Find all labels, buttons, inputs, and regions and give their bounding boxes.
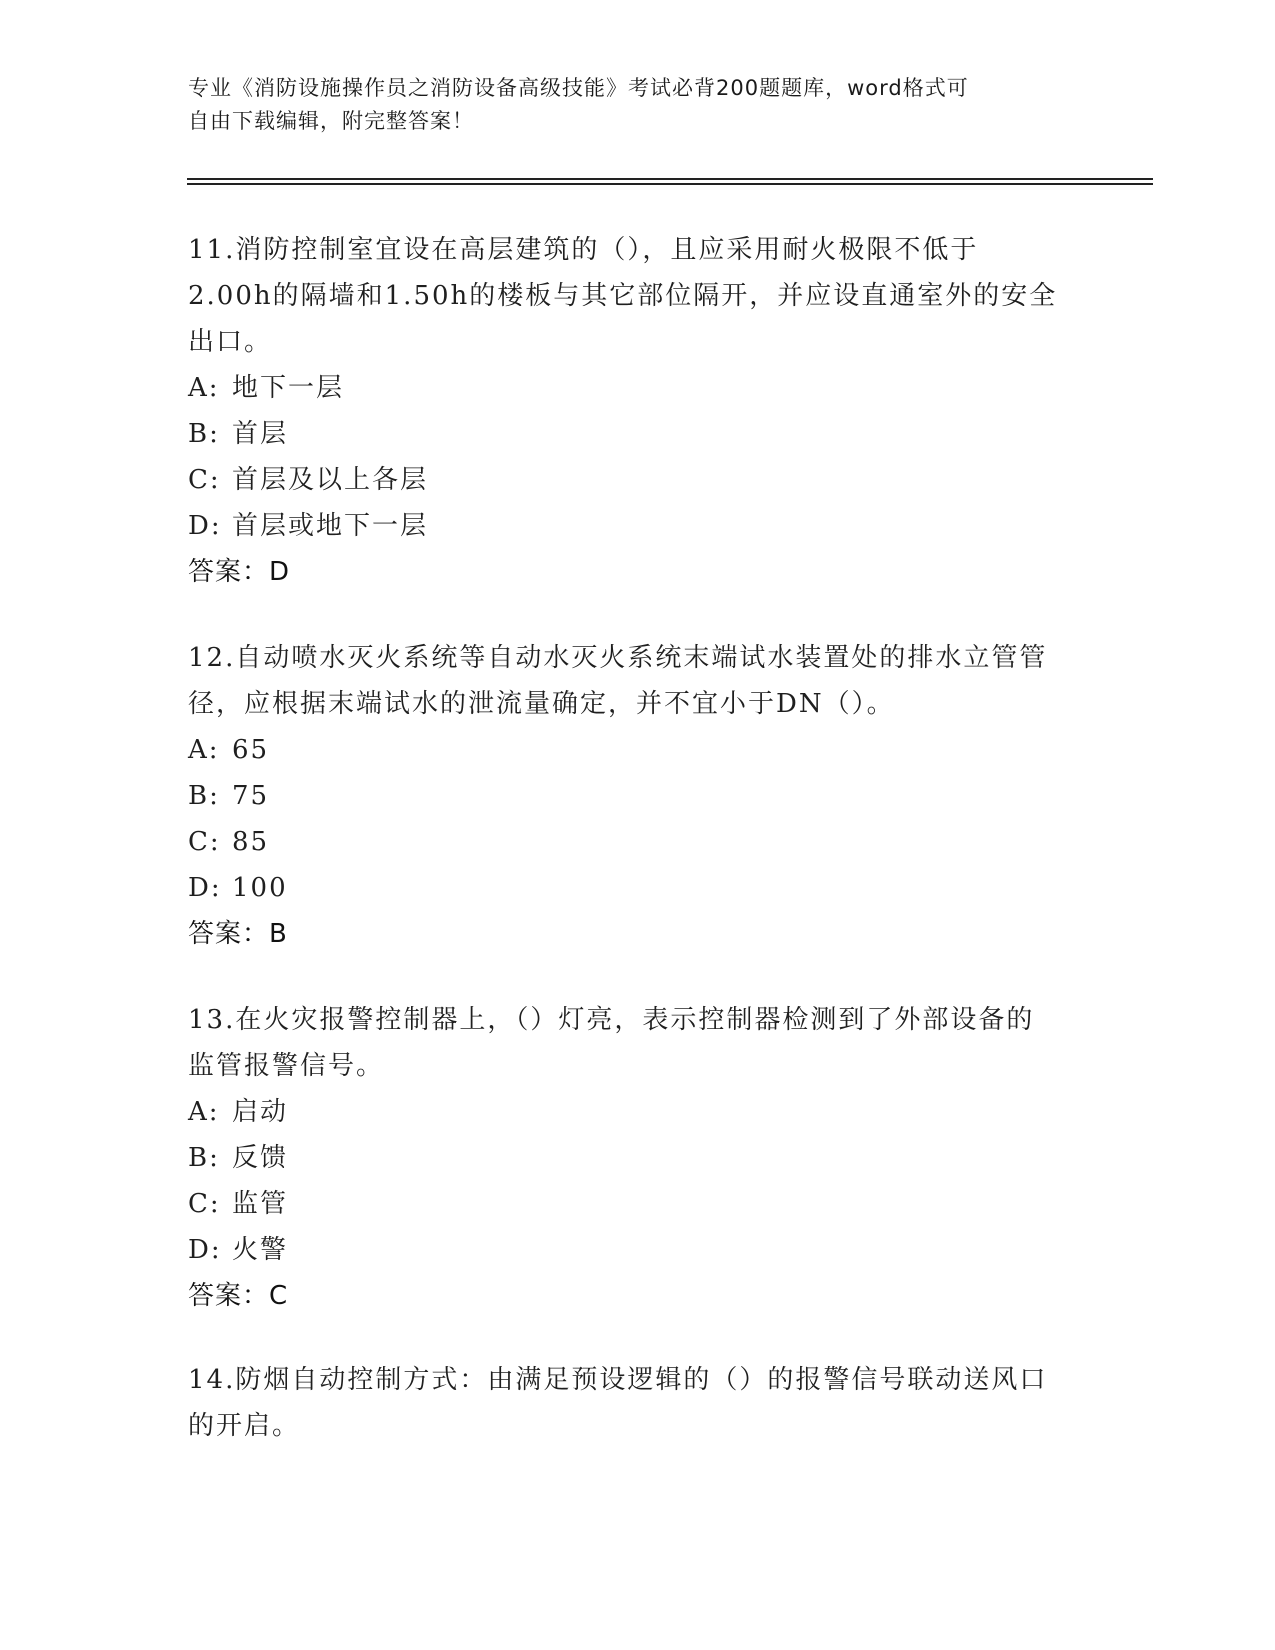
option-value: 首层 — [232, 419, 289, 449]
question-text-line: 径，应根据末端试水的泄流量确定，并不宜小于DN（）。 — [188, 689, 895, 719]
option-value: 100 — [232, 873, 288, 903]
option-b — [188, 773, 1088, 819]
option-key: D: — [188, 1235, 222, 1265]
question-text-line: 出口。 — [188, 327, 273, 357]
question-text-line: 14.防烟自动控制方式：由满足预设逻辑的（）的报警信号联动送风口 — [188, 1365, 1048, 1395]
option-c — [188, 819, 1088, 865]
question-text-line: 12.自动喷水灭火系统等自动水灭火系统末端试水装置处的排水立管管 — [188, 643, 1048, 673]
option-key: A: — [188, 373, 220, 403]
option-a — [188, 1089, 1088, 1135]
option-key: B: — [188, 781, 220, 811]
document-header — [188, 72, 1088, 138]
header-divider-top — [187, 178, 1153, 180]
question-text-line: 2.00h的隔墙和1.50h的楼板与其它部位隔开，并应设直通室外的安全 — [188, 281, 1058, 311]
option-value: 85 — [232, 827, 270, 857]
option-c — [188, 457, 1088, 503]
question-12 — [188, 635, 1088, 957]
option-value: 监管 — [232, 1189, 289, 1219]
option-value: 启动 — [232, 1097, 289, 1127]
option-b — [188, 1135, 1088, 1181]
option-value: 65 — [232, 735, 270, 765]
option-key: C: — [188, 827, 221, 857]
option-key: A: — [188, 735, 220, 765]
header-divider-bottom — [187, 183, 1153, 185]
question-text-line: 的开启。 — [188, 1411, 301, 1441]
option-key: A: — [188, 1097, 220, 1127]
option-value: 75 — [232, 781, 270, 811]
option-key: D: — [188, 873, 222, 903]
option-value: 首层或地下一层 — [232, 511, 429, 541]
option-value: 地下一层 — [232, 373, 345, 403]
option-value: 火警 — [232, 1235, 289, 1265]
option-key: D: — [188, 511, 222, 541]
option-d — [188, 865, 1088, 911]
question-14 — [188, 1357, 1088, 1449]
option-value: 首层及以上各层 — [232, 465, 429, 495]
question-text-line: 13.在火灾报警控制器上，（）灯亮，表示控制器检测到了外部设备的 — [188, 1005, 1035, 1035]
question-text-line: 11.消防控制室宜设在高层建筑的（），且应采用耐火极限不低于 — [188, 235, 979, 265]
option-key: C: — [188, 465, 221, 495]
option-value: 反馈 — [232, 1143, 289, 1173]
answer-text: 答案：D — [188, 557, 291, 587]
option-b — [188, 411, 1088, 457]
question-11 — [188, 227, 1088, 595]
option-a — [188, 365, 1088, 411]
option-key: B: — [188, 419, 220, 449]
header-line-1: 专业《消防设施操作员之消防设备高级技能》考试必背200题题库，word格式可 — [188, 76, 969, 100]
option-d — [188, 503, 1088, 549]
answer-text: 答案：C — [188, 1281, 289, 1311]
option-a — [188, 727, 1088, 773]
option-d — [188, 1227, 1088, 1273]
option-key: C: — [188, 1189, 221, 1219]
option-c — [188, 1181, 1088, 1227]
question-text-line: 监管报警信号。 — [188, 1051, 385, 1081]
header-line-2: 自由下载编辑，附完整答案！ — [188, 109, 474, 133]
answer-text: 答案：B — [188, 919, 288, 949]
option-key: B: — [188, 1143, 220, 1173]
question-13 — [188, 997, 1088, 1319]
